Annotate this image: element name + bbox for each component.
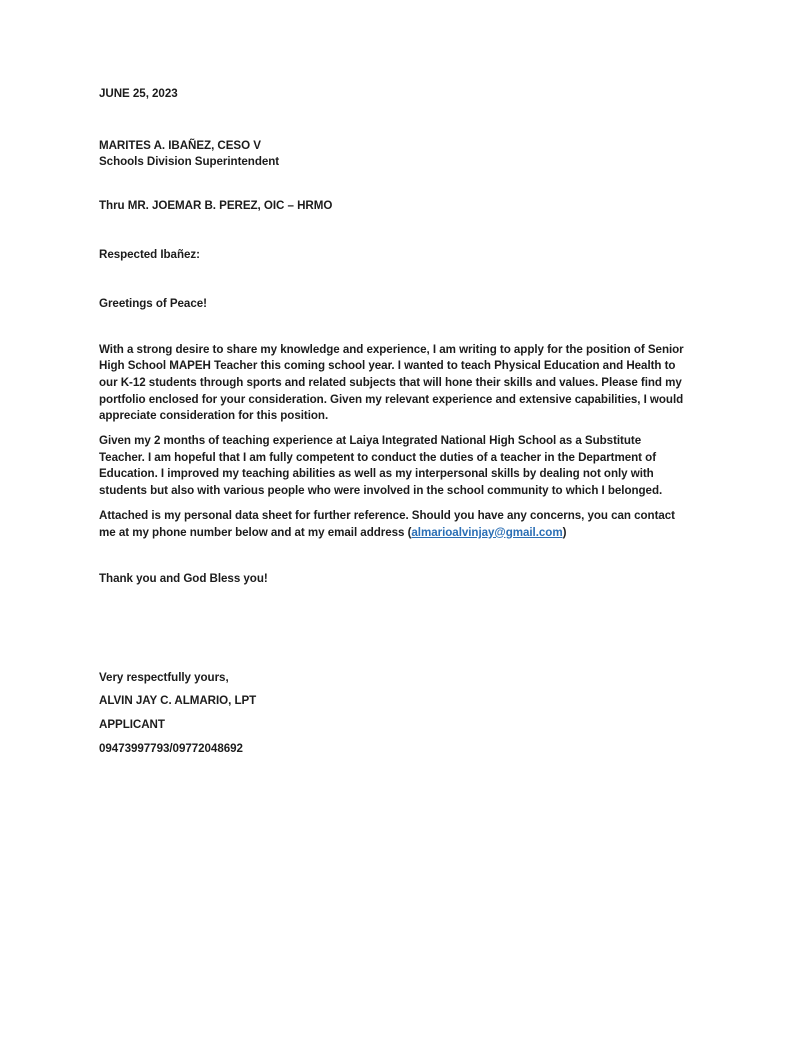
spacer-after-recipient [99,171,687,198]
paragraph-3-text-before-email: Attached is my personal data sheet for further reference. Should you have any concerns, you can contact me at my phone number below and at my email address ( [99,508,675,539]
letter-body [99,86,687,757]
salutation: Respected Ibañez: [99,248,200,262]
spacer-sig-1 [99,686,687,693]
paragraph-3-text-after-email: ) [562,525,567,539]
spacer-sig-2 [99,710,687,717]
valediction: Very respectfully yours, [99,670,229,684]
greeting: Greetings of Peace! [99,296,207,310]
body-paragraph-1: With a strong desire to share my knowledge and experience, I am writing to apply for the position of Senior High School MAPEH Teacher this coming school year. I wanted to teach Physical Education and Health to our K-12 students through sports and related subjects that will hone their skills and values. Please find my portfolio enclosed for your consideration. Given my relevant experience and extensive capabilities, I would appreciate consideration for this position. [99,342,684,423]
email-address-link[interactable]: almarioalvinjay@gmail.com [411,525,563,539]
spacer-paragraph-1 [99,425,687,433]
spacer-paragraph-2 [99,500,687,508]
spacer-after-greeting [99,313,687,342]
body-paragraph-3 [99,508,687,541]
signer-phone: 09473997793/09772048692 [99,741,243,755]
letter-date: JUNE 25, 2023 [99,87,178,100]
body-paragraph-2: Given my 2 months of teaching experience at Laiya Integrated National High School as a Substitute Teacher. I am hopeful that I am fully competent to conduct the duties of a teacher in the Department of Education. I improved my teaching abilities as well as my interpersonal skills by dealing not only with students but also with various people who were involved in the school community to which I belonged. [99,434,663,498]
recipient-title: Schools Division Superintendent [99,155,280,169]
recipient-name: MARITES A. IBAÑEZ, CESO V [99,138,261,152]
signature-block [99,670,687,757]
signature-space [99,588,687,670]
spacer-after-date [99,103,687,138]
closing-thanks: Thank you and God Bless you! [99,572,268,586]
spacer-after-salutation [99,264,687,296]
thru-line: Thru MR. JOEMAR B. PEREZ, OIC – HRMO [99,198,333,212]
spacer-after-thru [99,214,687,247]
spacer-sig-3 [99,734,687,741]
signer-role: APPLICANT [99,718,165,732]
recipient-block [99,138,687,171]
spacer-before-thanks [99,541,687,571]
signer-name: ALVIN JAY C. ALMARIO, LPT [99,694,257,708]
